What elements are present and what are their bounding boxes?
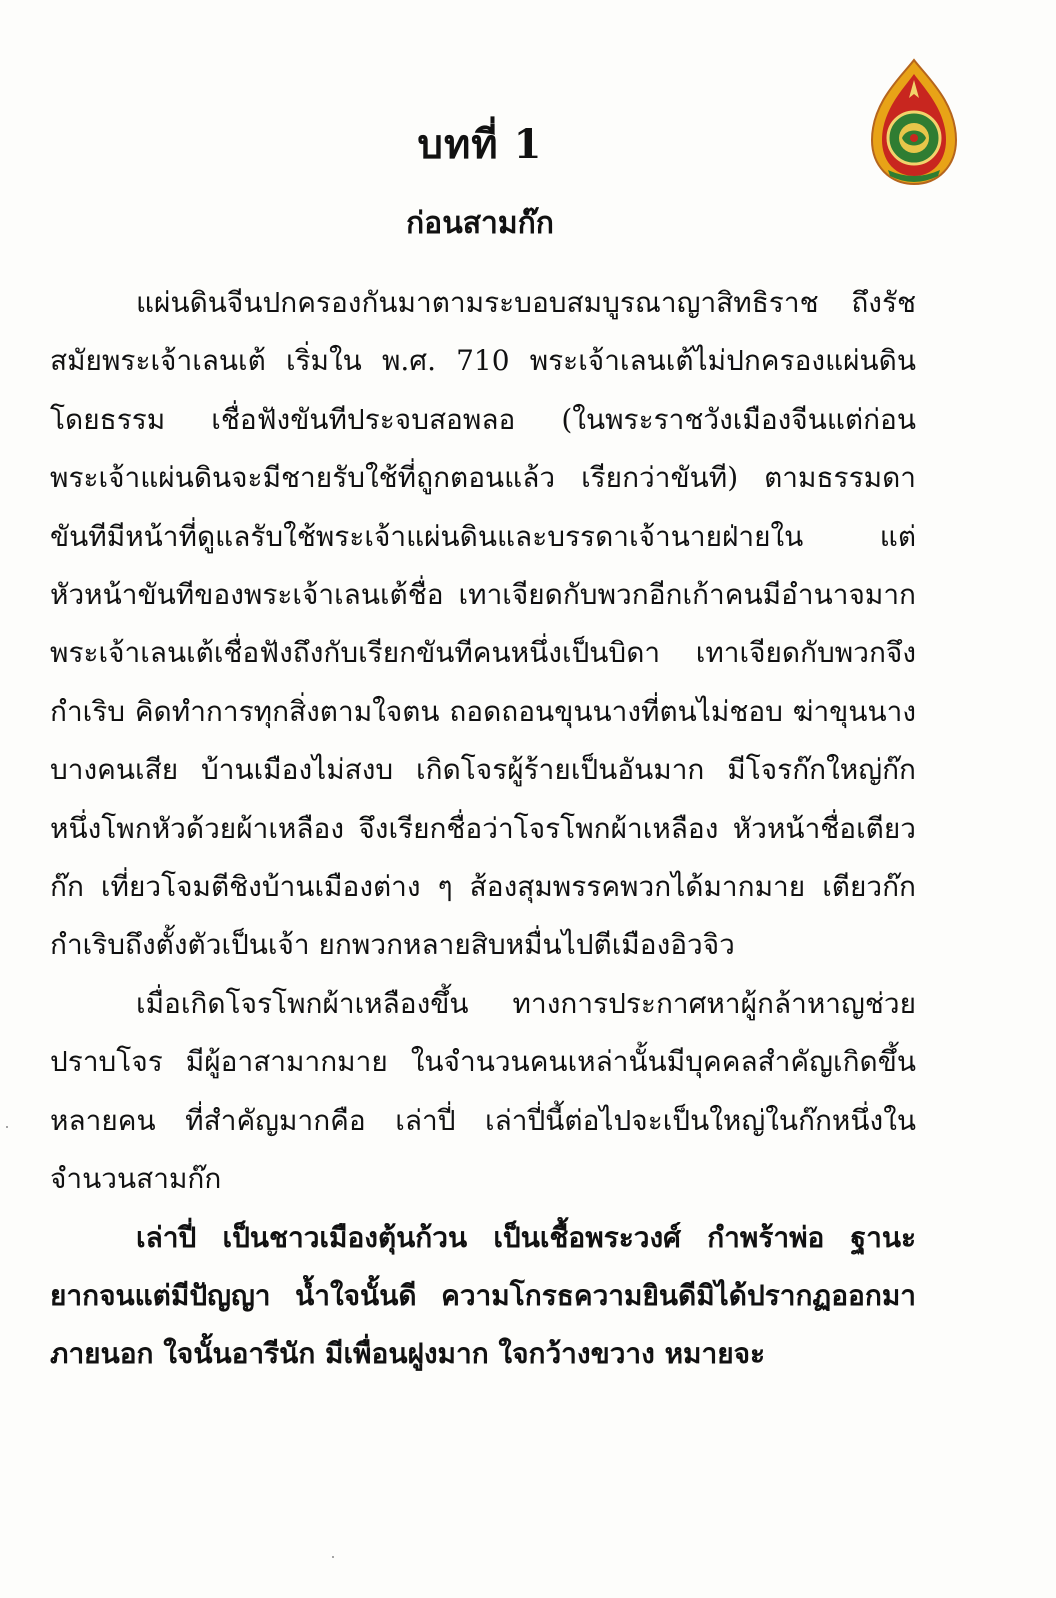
- paragraph-liu-bei: เล่าปี่ เป็นชาวเมืองตุ้นก้วน เป็นเชื้อพระวงศ์ กำพร้าพ่อ ฐานะยากจนแต่มีปัญญา น้ำใจนั้นดี ความโกรธความยินดีมิได้ปรากฏออกมาภายนอก ใจนั้นอารีนัก มีเพื่อนฝูงมาก ใจกว้างขวาง หมายจะ: [50, 1220, 916, 1371]
- body-text: [50, 274, 916, 1384]
- chapter-subtitle: ก่อนสามก๊ก: [406, 206, 554, 241]
- paragraph-intro: แผ่นดินจีนปกครองกันมาตามระบอบสมบูรณาญาสิทธิราช ถึงรัชสมัยพระเจ้าเลนเต้ เริ่มใน พ.ศ. 710 พระเจ้าเลนเต้ไม่ปกครองแผ่นดินโดยธรรม เชื่อฟังขันทีประจบสอพลอ (ในพระราชวังเมืองจีนแต่ก่อน พระเจ้าแผ่นดินจะมีชายรับใช้ที่ถูกตอนแล้ว เรียกว่าขันที) ตามธรรมดาขันทีมีหน้าที่ดูแลรับใช้พระเจ้าแผ่นดินและบรรดาเจ้านายฝ่ายใน แต่หัวหน้าขันทีของพระเจ้าเลนเต้ชื่อ เทาเจียดกับพวกอีกเก้าคนมีอำนาจมาก พระเจ้าเลนเต้เชื่อฟังถึงกับเรียกขันทีคนหนึ่งเป็นบิดา เทาเจียดกับพวกจึงกำเริบ คิดทำการทุกสิ่งตามใจตน ถอดถอนขุนนางที่ตนไม่ชอบ ฆ่าขุนนางบางคนเสีย บ้านเมืองไม่สงบ เกิดโจรผู้ร้ายเป็นอันมาก มีโจรก๊กใหญ่ก๊กหนึ่งโพกหัวด้วยผ้าเหลือง จึงเรียกชื่อว่าโจรโพกผ้าเหลือง หัวหน้าชื่อเตียวก๊ก เที่ยวโจมตีชิงบ้านเมืองต่าง ๆ ส้องสุมพรรคพวกได้มากมาย เตียวก๊กกำเริบถึงตั้งตัวเป็นเจ้า ยกพวกหลายสิบหมื่นไปตีเมืองอิวจิว: [50, 286, 916, 962]
- chapter-title: บทที่ 1: [417, 121, 543, 168]
- scan-speck: [6, 1126, 8, 1128]
- paragraph-yellow-turban: เมื่อเกิดโจรโพกผ้าเหลืองขึ้น ทางการประกาศหาผู้กล้าหาญช่วยปราบโจร มีผู้อาสามากมาย ในจำนวนคนเหล่านั้นมีบุคคลสำคัญเกิดขึ้นหลายคน ที่สำคัญมากคือ เล่าปี่ เล่าปี่นี้ต่อไปจะเป็นใหญ่ในก๊กหนึ่งในจำนวนสามก๊ก: [50, 986, 916, 1196]
- scan-speck: [332, 1556, 334, 1558]
